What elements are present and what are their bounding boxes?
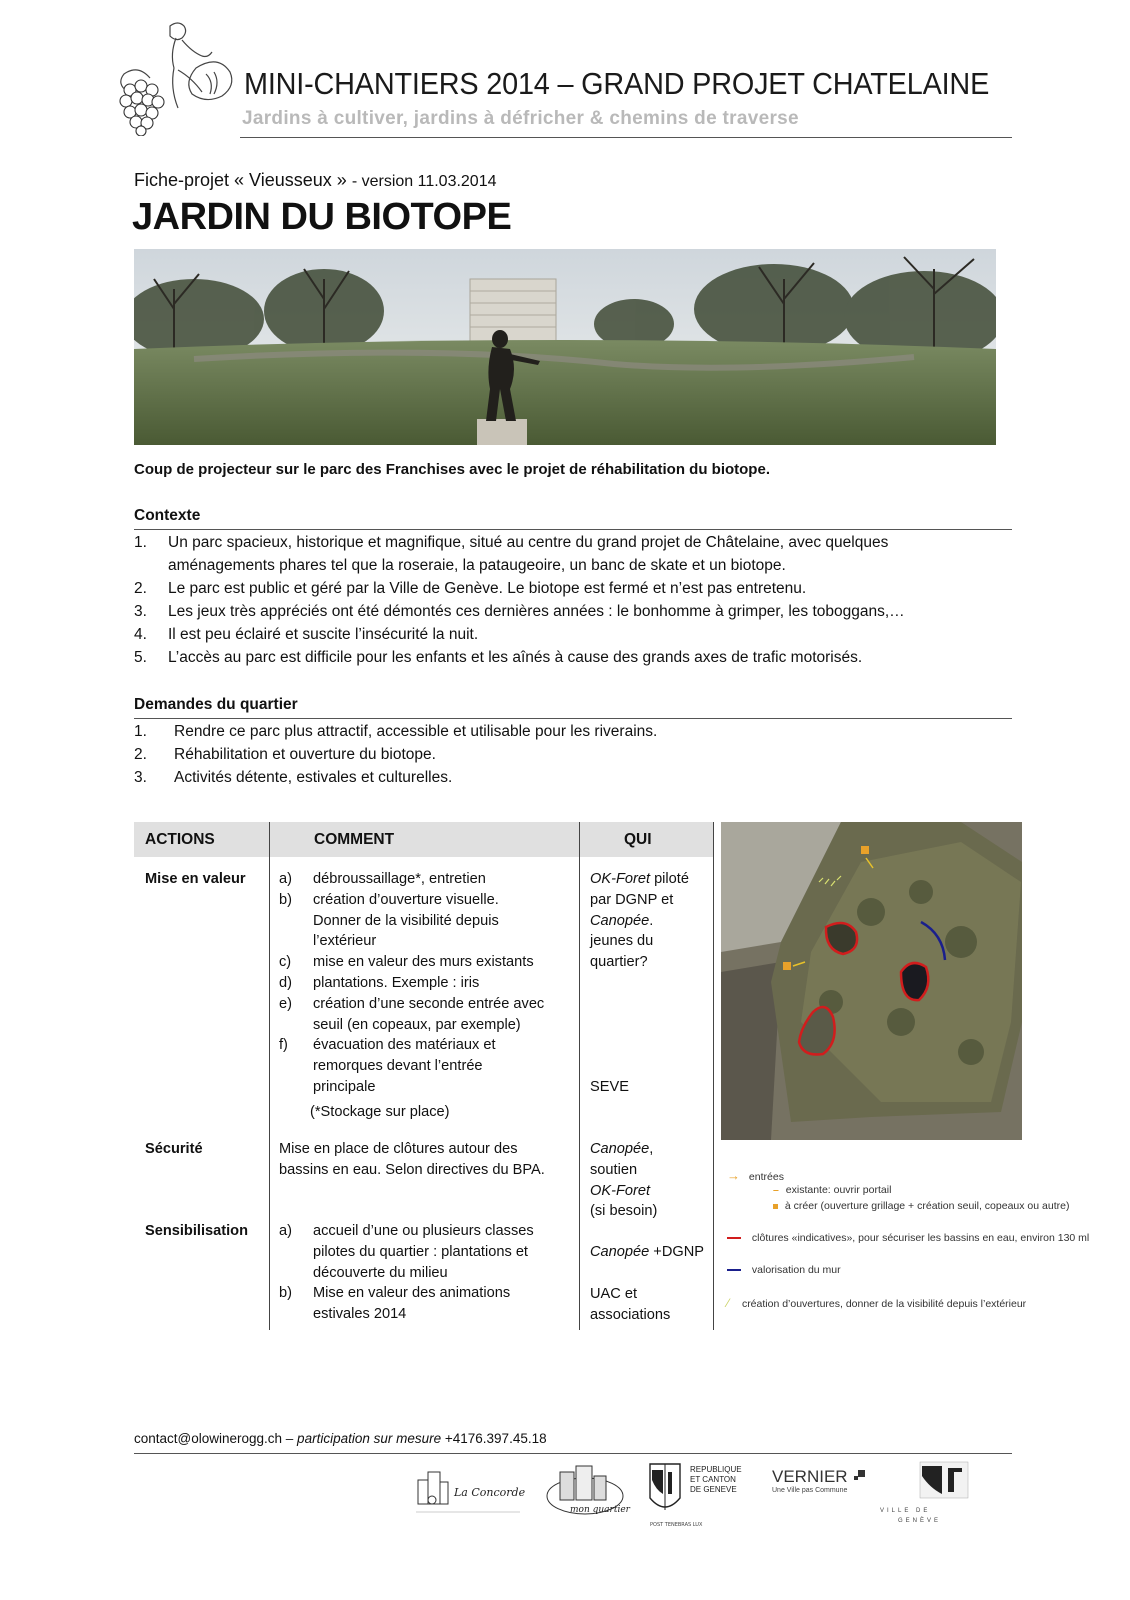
- svg-text:ET CANTON: ET CANTON: [690, 1475, 736, 1484]
- row-qui-mise-en-valeur: OK-Foret piloté par DGNP et Canopée. jeunes du quartier?: [590, 871, 689, 971]
- svg-text:La Concorde: La Concorde: [454, 1486, 526, 1499]
- aerial-site-map: [721, 822, 1022, 1140]
- legend-item: clôtures «indicatives», pour sécuriser les bassins en eau, environ 130 ml: [727, 1232, 1089, 1244]
- raspberry-logo-icon: [110, 18, 240, 136]
- qui-canopee-dgnp: Canopée +DGNP: [590, 1244, 704, 1260]
- orange-square-icon: [773, 1204, 778, 1209]
- qui-uac: UAC et associations: [590, 1286, 671, 1323]
- footer-divider: [134, 1453, 1012, 1454]
- svg-text:mon quartier: mon quartier: [570, 1505, 630, 1515]
- col-header-comment: COMMENT: [314, 831, 395, 848]
- contexte-list: [134, 531, 994, 669]
- row-action-securite: Sécurité: [145, 1141, 203, 1157]
- contact-tagline: – participation sur mesure: [282, 1431, 442, 1446]
- qui-seve: SEVE: [590, 1079, 629, 1095]
- col-header-qui: QUI: [624, 831, 652, 848]
- table-row: f) évacuation des matériaux et remorques devant l’entrée principale: [279, 1037, 496, 1095]
- col-divider: [579, 822, 580, 1330]
- contexte-divider: [134, 529, 1012, 530]
- partner-logos: [410, 1460, 1010, 1550]
- demandes-divider: [134, 718, 1012, 719]
- contact-phone: +4176.397.45.18: [441, 1431, 547, 1446]
- row-comment-sensibilisation: [279, 1221, 579, 1325]
- list-item: 4. Il est peu éclairé et suscite l’insécurité la nuit.: [134, 626, 479, 643]
- fiche-label: Fiche-projet « Vieusseux »: [134, 170, 347, 190]
- legend-item: – existante: ouvrir portail: [773, 1184, 892, 1196]
- row-action-mise-en-valeur: Mise en valeur: [145, 871, 246, 887]
- mon-quartier-logo-icon: [547, 1466, 631, 1515]
- list-item: 1. Un parc spacieux, historique et magnifique, situé au centre du grand projet de Châtelaine, avec quelques aménagements phares tel que la roseraie, la pataugeoire, un banc de skate et un biotope.: [134, 534, 889, 574]
- list-item: 1. Rendre ce parc plus attractif, accessible et utilisable pour les riverains.: [134, 723, 658, 740]
- row-comment-securite: Mise en place de clôtures autour des bassins en eau. Selon directives du BPA.: [279, 1141, 545, 1178]
- orange-dash-icon: –: [773, 1184, 779, 1196]
- row-comment-mise-en-valeur: [279, 869, 579, 1123]
- svg-text:VERNIER: VERNIER: [772, 1467, 848, 1486]
- demandes-heading: Demandes du quartier: [134, 696, 298, 713]
- page-title: JARDIN DU BIOTOPE: [132, 196, 512, 238]
- svg-text:GENÈVE: GENÈVE: [898, 1518, 942, 1524]
- fiche-line: [134, 170, 497, 191]
- opening-marks-icon: ⁄: [727, 1296, 730, 1310]
- geneva-canton-crest-icon: [650, 1464, 742, 1528]
- vernier-logo-icon: [772, 1467, 865, 1494]
- table-row: e) création d’une seconde entrée avec seuil (en copeaux, par exemple): [279, 995, 545, 1033]
- list-item: 3. Activités détente, estivales et culturelles.: [134, 769, 453, 786]
- legend-item: valorisation du mur: [727, 1264, 841, 1276]
- orange-arrow-icon: →: [727, 1168, 740, 1183]
- fiche-version: - version 11.03.2014: [351, 173, 497, 190]
- legend-item: → entrées: [727, 1168, 784, 1183]
- header-subtitle: Jardins à cultiver, jardins à défricher & chemins de traverse: [242, 108, 799, 129]
- la-concorde-logo-icon: [416, 1472, 526, 1512]
- demandes-list: [134, 720, 994, 789]
- contact-line: [134, 1431, 547, 1446]
- park-panorama-photo: [134, 249, 996, 445]
- list-item: 5. L’accès au parc est difficile pour les enfants et les aînés à cause des grands axes de trafic motorisés.: [134, 649, 863, 666]
- table-row: b) création d’ouverture visuelle. Donner de la visibilité depuis l’extérieur: [279, 891, 499, 950]
- list-item: 2. Réhabilitation et ouverture du biotope.: [134, 746, 436, 763]
- contexte-heading: Contexte: [134, 507, 201, 524]
- svg-text:POST TENEBRAS LUX: POST TENEBRAS LUX: [650, 1522, 703, 1528]
- svg-text:Une Ville pas Commune: Une Ville pas Commune: [772, 1487, 848, 1494]
- legend-item: à créer (ouverture grillage + création seuil, copeaux ou autre): [773, 1200, 1069, 1212]
- red-line-icon: [727, 1237, 741, 1239]
- svg-text:DE GENEVE: DE GENEVE: [690, 1485, 737, 1494]
- legend-item: ⁄ création d’ouvertures, donner de la visibilité depuis l’extérieur: [727, 1296, 1027, 1310]
- list-item: 2. Le parc est public et géré par la Ville de Genève. Le biotope est fermé et n’est pas entretenu.: [134, 580, 807, 597]
- table-row: a) accueil d’une ou plusieurs classes pilotes du quartier : plantations et découverte du milieu: [279, 1223, 534, 1281]
- photo-caption: Coup de projecteur sur le parc des Franchises avec le projet de réhabilitation du biotope.: [134, 461, 770, 478]
- contact-email[interactable]: contact@olowinerogg.ch: [134, 1431, 283, 1446]
- ville-de-geneve-logo-icon: [880, 1462, 968, 1524]
- col-divider: [269, 822, 270, 1330]
- map-legend: [727, 1168, 1090, 1318]
- svg-text:VILLE DE: VILLE DE: [880, 1508, 931, 1514]
- table-row: c) mise en valeur des murs existants: [279, 954, 534, 971]
- col-header-actions: ACTIONS: [145, 831, 215, 848]
- table-row: b) Mise en valeur des animations estivales 2014: [279, 1285, 511, 1323]
- row-action-sensibilisation: Sensibilisation: [145, 1223, 248, 1239]
- table-row: a) débroussaillage*, entretien: [279, 871, 486, 887]
- header-divider: [240, 137, 1012, 138]
- table-row: d) plantations. Exemple : iris: [279, 974, 480, 991]
- list-item: 3. Les jeux très appréciés ont été démontés ces dernières années : le bonhomme à grimper, les toboggans,…: [134, 603, 905, 620]
- header-title: MINI-CHANTIERS 2014 – GRAND PROJET CHATELAINE: [244, 66, 990, 101]
- svg-text:REPUBLIQUE: REPUBLIQUE: [690, 1465, 742, 1474]
- blue-line-icon: [727, 1269, 741, 1271]
- row-qui-securite: Canopée, soutien OK-Foret (si besoin): [590, 1141, 658, 1220]
- stockage-note: (*Stockage sur place): [310, 1103, 450, 1120]
